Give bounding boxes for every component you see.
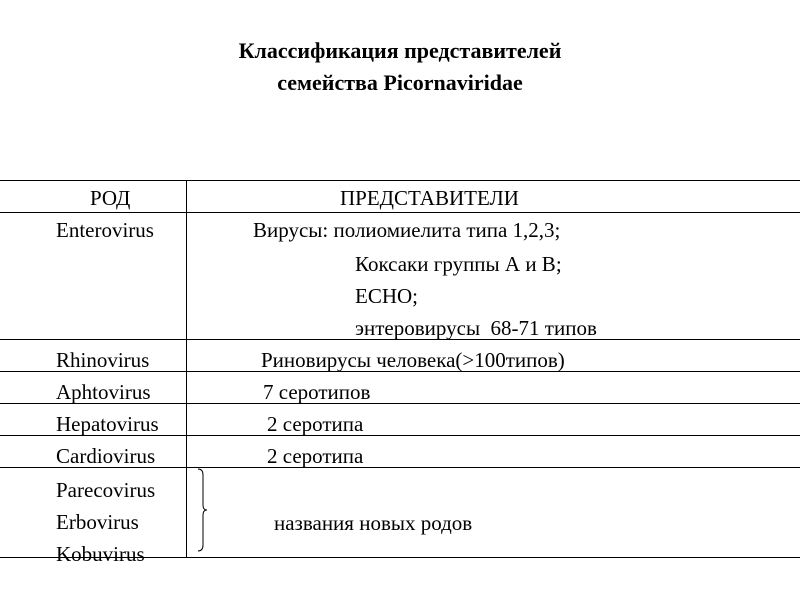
genus-cell: Erbovirus <box>56 510 139 534</box>
column-divider <box>186 180 187 557</box>
representative-line: ЕСНО; <box>355 284 418 308</box>
genus-cell: Enterovirus <box>56 218 154 242</box>
representative-cell: 2 серотипа <box>267 412 364 436</box>
genus-cell: Cardiovirus <box>56 444 156 468</box>
representative-cell: 7 серотипов <box>263 380 371 404</box>
header-genus: РОД <box>90 186 131 210</box>
representative-line: Коксаки группы А и В; <box>355 252 562 276</box>
title-line-2: семейства Picornaviridae <box>277 70 523 95</box>
title-line-1: Классификация представителей <box>238 38 562 63</box>
genus-cell: Parecovirus <box>56 478 156 502</box>
curly-brace-icon <box>196 467 210 553</box>
genus-cell: Kobuvirus <box>56 542 145 566</box>
genus-cell: Aphtovirus <box>56 380 151 404</box>
table-border-top <box>0 180 800 181</box>
header-divider <box>0 212 800 213</box>
representative-cell: названия новых родов <box>274 511 473 535</box>
header-representatives: ПРЕДСТАВИТЕЛИ <box>340 186 519 210</box>
genus-cell: Rhinovirus <box>56 348 150 372</box>
representative-cell: 2 серотипа <box>267 444 364 468</box>
representative-cell: Риновирусы человека(>100типов) <box>261 348 565 372</box>
representative-line: Вирусы: полиомиелита типа 1,2,3; <box>253 218 561 242</box>
genus-cell: Hepatovirus <box>56 412 159 436</box>
representative-line: энтеровирусы 68-71 типов <box>355 316 597 340</box>
